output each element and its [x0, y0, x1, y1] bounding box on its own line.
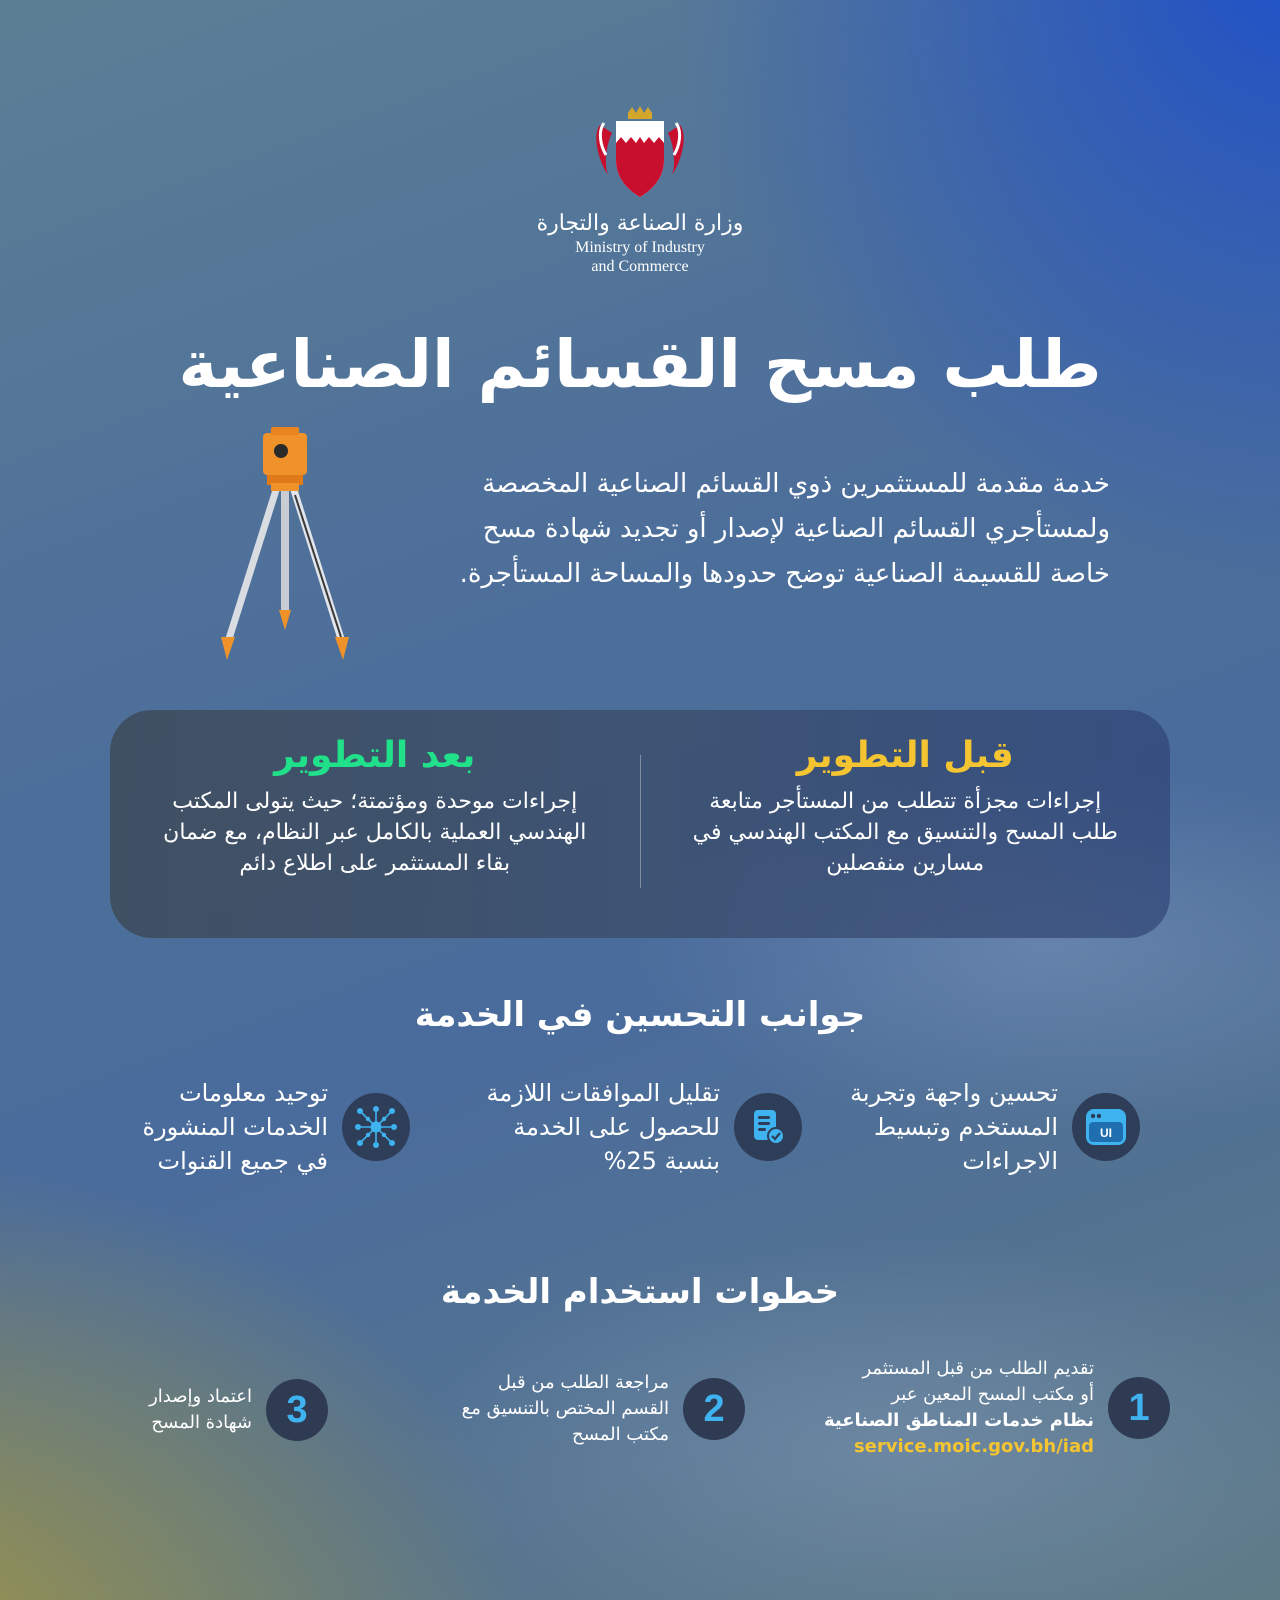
step-text — [462, 1370, 669, 1448]
improvement-item-ui — [850, 1076, 1140, 1178]
improvements-title: جوانب التحسين في الخدمة — [414, 995, 866, 1035]
improvement-line: في جميع القنوات — [157, 1147, 328, 1175]
improvement-line: بنسبة 25% — [603, 1147, 720, 1175]
bahrain-coat-of-arms-icon — [590, 105, 690, 205]
network-hub-icon — [342, 1093, 410, 1161]
step-line: تقديم الطلب من قبل المستثمر — [862, 1358, 1094, 1379]
surveying-tripod-image — [205, 425, 365, 680]
before-heading: قبل التطوير — [796, 735, 1014, 776]
document-check-icon — [734, 1093, 802, 1161]
system-name: نظام خدمات المناطق الصناعية — [823, 1410, 1094, 1431]
after-column — [110, 710, 640, 938]
improvement-line: للحصول على الخدمة — [513, 1113, 720, 1141]
step-text — [149, 1384, 252, 1436]
ministry-logo — [520, 105, 760, 305]
step-line: القسم المختص بالتنسيق مع — [461, 1398, 669, 1419]
improvement-line: المستخدم وتبسيط — [873, 1113, 1058, 1141]
column-divider — [640, 755, 641, 888]
step-line: مكتب المسح — [572, 1424, 669, 1445]
ministry-name-arabic: وزارة الصناعة والتجارة — [536, 211, 744, 236]
ministry-name-en-line2: and Commerce — [591, 258, 689, 275]
before-after-panel — [110, 710, 1170, 938]
step-text — [824, 1356, 1094, 1460]
step-number-badge: 3 — [266, 1379, 328, 1441]
service-link[interactable]: service.moic.gov.bh/iad — [853, 1436, 1094, 1457]
after-heading: بعد التطوير — [274, 735, 476, 776]
ui-window-icon — [1072, 1093, 1140, 1161]
step-line: اعتماد وإصدار — [149, 1386, 252, 1407]
before-body: إجراءات مجزأة تتطلب من المستأجر متابعة طلب المسح والتنسيق مع المكتب الهندسي في مسارين منفصلين — [692, 789, 1118, 876]
step-2 — [462, 1370, 745, 1448]
page-title: طلب مسح القسائم الصناعية — [178, 326, 1102, 403]
improvement-item-approvals — [487, 1076, 803, 1178]
step-number-badge: 1 — [1108, 1377, 1170, 1439]
ministry-name-english — [575, 238, 705, 276]
after-body: إجراءات موحدة ومؤتمتة؛ حيث يتولى المكتب الهندسي العملية بالكامل عبر النظام، مع ضمان بقاء المستثمر على اطلاع دائم — [163, 789, 587, 876]
ministry-name-en-line1: Ministry of Industry — [575, 239, 705, 256]
service-description: خدمة مقدمة للمستثمرين ذوي القسائم الصناعية المخصصة ولمستأجري القسائم الصناعية لإصدار أو تجديد شهادة مسح خاصة للقسيمة الصناعية توضح حدودها والمساحة المستأجرة. — [459, 469, 1110, 589]
step-3 — [149, 1379, 328, 1441]
improvement-line: الاجراءات — [962, 1147, 1058, 1175]
step-line: أو مكتب المسح المعين عبر — [891, 1384, 1094, 1405]
improvement-line: تقليل الموافقات اللازمة — [486, 1079, 720, 1107]
step-1 — [824, 1356, 1170, 1460]
improvement-item-unify — [142, 1076, 410, 1178]
improvement-line: تحسين واجهة وتجربة — [850, 1079, 1058, 1107]
svg-text:UI: UI — [1100, 1126, 1112, 1140]
improvement-text — [142, 1076, 328, 1178]
before-column — [641, 710, 1171, 938]
step-line: مراجعة الطلب من قبل — [497, 1372, 669, 1393]
step-line: شهادة المسح — [151, 1412, 252, 1433]
improvement-line: توحيد معلومات — [179, 1079, 328, 1107]
improvement-text — [487, 1076, 721, 1178]
step-number-badge: 2 — [683, 1378, 745, 1440]
improvement-line: الخدمات المنشورة — [142, 1113, 328, 1141]
improvement-text — [850, 1076, 1058, 1178]
steps-title: خطوات استخدام الخدمة — [440, 1272, 840, 1312]
